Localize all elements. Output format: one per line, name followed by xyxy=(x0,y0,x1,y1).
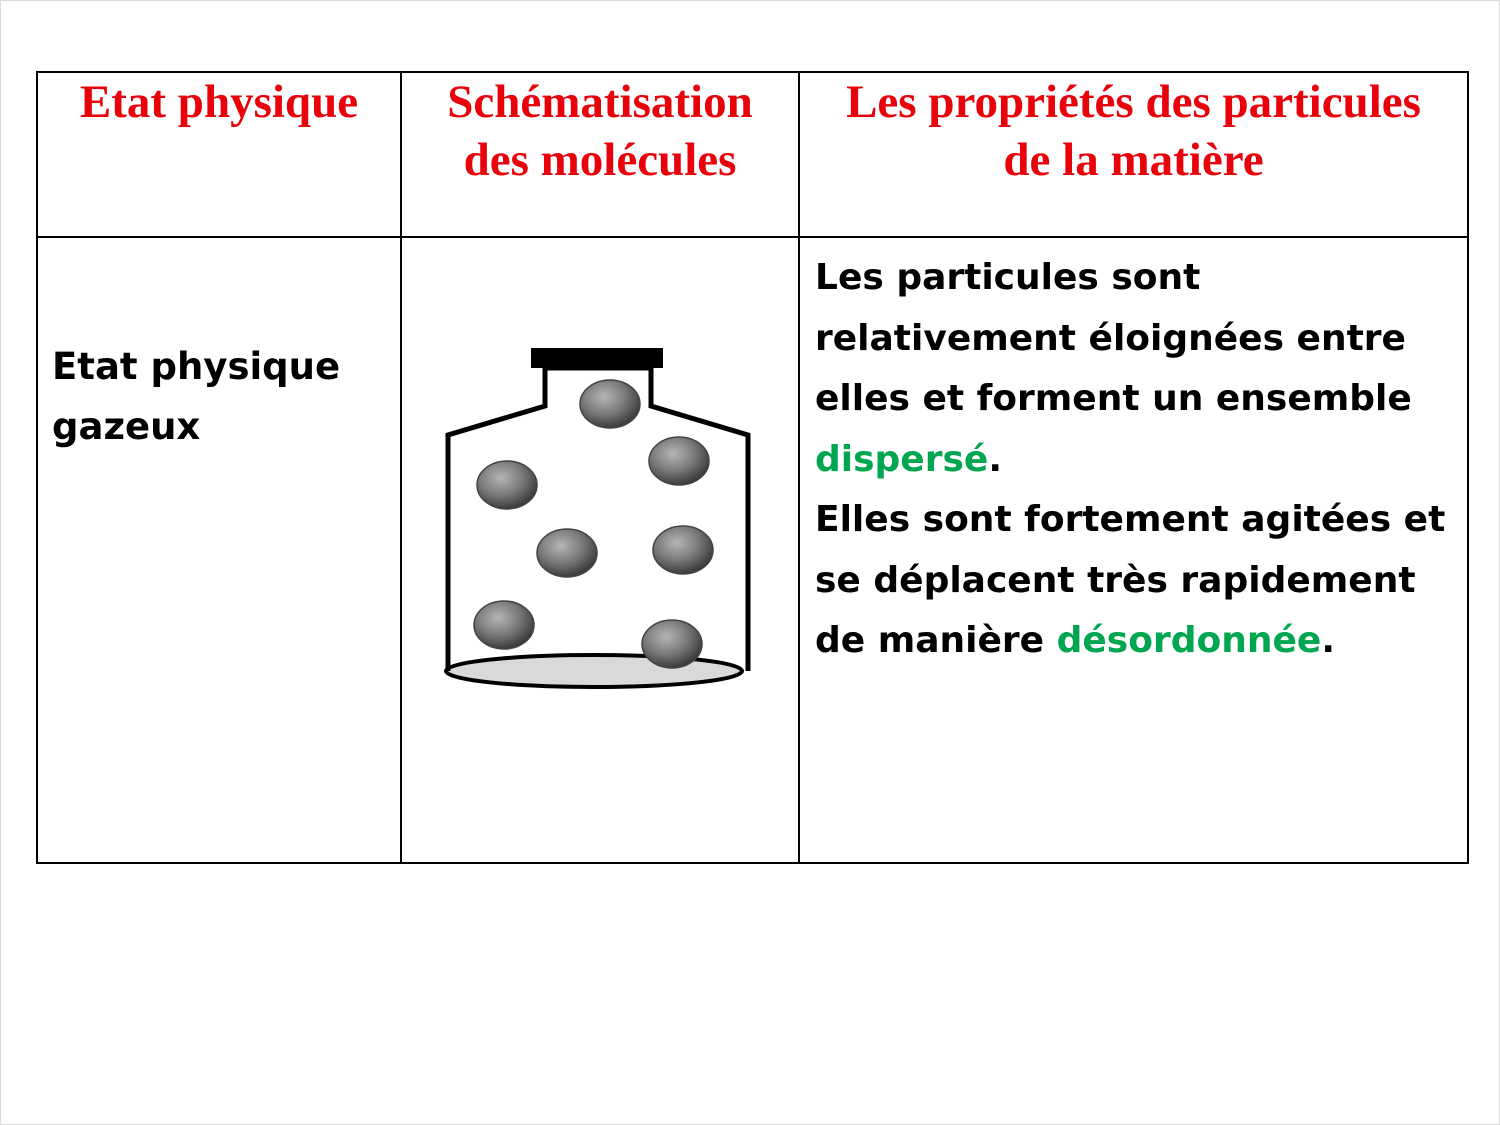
header-properties-line2: de la matière xyxy=(1003,134,1264,186)
header-properties xyxy=(799,72,1468,237)
header-schema-line2: des molécules xyxy=(463,134,737,186)
state-line1: Etat physique xyxy=(52,345,341,388)
description-p1: Les particules sont relativement éloignées entre elles et forment un ensemble xyxy=(815,257,1412,419)
header-state-label: Etat physique xyxy=(79,76,359,128)
state-cell xyxy=(37,237,401,863)
particle xyxy=(580,380,640,428)
highlight-dispersed: dispersé xyxy=(815,438,989,480)
jar-stopper xyxy=(531,348,663,368)
state-line2: gazeux xyxy=(52,405,201,448)
description-cell xyxy=(799,237,1468,863)
header-properties-line1: Les propriétés des particules xyxy=(846,76,1421,128)
jar-base xyxy=(446,655,742,687)
highlight-disordered: désordonnée xyxy=(1056,620,1322,661)
description-p2-end: . xyxy=(1321,620,1336,661)
header-state xyxy=(37,72,401,237)
particle xyxy=(537,529,597,577)
particle xyxy=(653,526,713,574)
header-schema xyxy=(401,72,799,237)
schema-cell xyxy=(401,237,799,863)
header-row xyxy=(37,72,1468,237)
particle xyxy=(642,620,702,668)
description-p1-end: . xyxy=(988,438,1003,480)
description-p2: Elles sont fortement agitées et se déplacent très rapidement de manière xyxy=(815,499,1446,661)
particle xyxy=(477,461,537,509)
properties-table xyxy=(36,71,1469,864)
gas-jar-diagram xyxy=(442,348,762,698)
gas-row xyxy=(37,237,1468,863)
particle xyxy=(474,601,534,649)
header-schema-line1: Schématisation xyxy=(447,76,753,128)
particle xyxy=(649,437,709,485)
